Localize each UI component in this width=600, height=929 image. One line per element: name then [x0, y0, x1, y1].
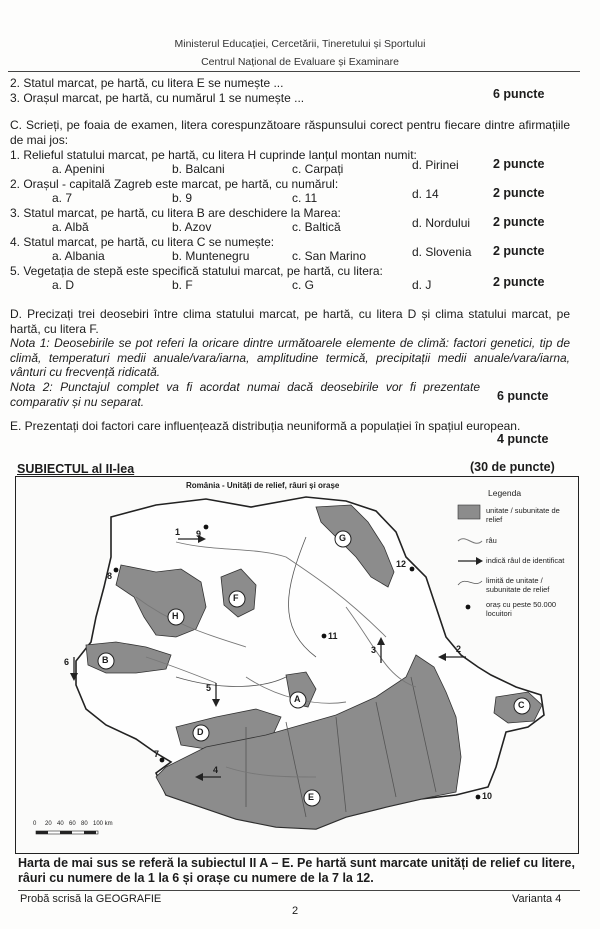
city-label-9: 9 — [196, 529, 202, 539]
c5-points: 2 puncte — [493, 275, 545, 289]
c-question-2: 2. Orașul - capitală Zagreb este marcat, pe hartă, cu numărul: — [10, 177, 339, 191]
river-label-4: 4 — [213, 765, 219, 775]
partD-points: 6 puncte — [497, 389, 549, 403]
top-points: 6 puncte — [493, 87, 545, 101]
scale-20: 20 — [45, 821, 52, 827]
relief-label-B: B — [102, 655, 109, 665]
legend-symbols — [458, 505, 483, 609]
c1-b: b. Balcani — [172, 162, 225, 176]
c1-d: d. Pirinei — [412, 158, 459, 172]
c2-a: a. 7 — [52, 191, 73, 205]
romania-relief-map — [16, 477, 578, 853]
river-label-6: 6 — [64, 657, 70, 667]
legend-title: Legenda — [488, 488, 522, 498]
river-label-5: 5 — [206, 683, 212, 693]
river-label-3: 3 — [371, 645, 377, 655]
footer-right: Varianta 4 — [512, 893, 562, 905]
c5-c: c. G — [292, 278, 315, 292]
partD-nota1: Nota 1: Deosebirile se pot referi la oricare dintre următoarele elemente de climă: factori genetici, tip de climă, temperaturi medii anuale/vara/iarna, amplitudine termică, precipitații medii anuale/vara/iarna, vânturi cu frecvență ridicată. — [10, 336, 570, 379]
relief-label-C: C — [518, 700, 525, 710]
c2-c: c. 11 — [292, 191, 318, 205]
item-2: 2. Statul marcat, pe hartă, cu litera E se numește ... — [10, 76, 284, 90]
footer-left: Probă scrisă la GEOGRAFIE — [20, 893, 162, 905]
partE-points: 4 puncte — [497, 432, 549, 446]
c5-a: a. D — [52, 278, 75, 292]
c5-d: d. J — [412, 278, 432, 292]
city-label-10: 10 — [482, 791, 493, 801]
relief-label-E: E — [308, 792, 315, 802]
relief-label-D: D — [197, 727, 204, 737]
item-3: 3. Orașul marcat, pe hartă, cu numărul 1 se numește ... — [10, 91, 305, 105]
legend-city: oraș cu peste 50.000 locuitori — [486, 600, 557, 618]
map-caption: Harta de mai sus se referă la subiectul II A – E. Pe hartă sunt marcate unități de relief cu litere, râuri cu numere de la 1 la 6 și orașe cu numere de la 7 la 12. — [18, 856, 575, 885]
scale-80: 80 — [81, 821, 88, 827]
c-question-3: 3. Statul marcat, pe hartă, cu litera B are deschidere la Marea: — [10, 206, 341, 220]
city-label-7: 7 — [154, 749, 160, 759]
subject2-points: (30 de puncte) — [470, 460, 555, 474]
c3-b: b. Azov — [172, 220, 212, 234]
partD-text: D. Precizați trei deosebiri între clima statului marcat, pe hartă, cu litera D și clima statului marcat, pe hartă, cu litera F. — [10, 307, 570, 336]
c-question-1: 1. Relieful statului marcat, pe hartă, cu litera H cuprinde lanțul montan numit: — [10, 148, 417, 162]
legend-boundary: limită de unitate / subunitate de relief — [486, 576, 550, 594]
c1-c: c. Carpați — [292, 162, 344, 176]
relief-label-F: F — [233, 593, 239, 603]
relief-label-A: A — [294, 694, 301, 704]
relief-label-H: H — [172, 611, 179, 621]
map-frame — [15, 476, 579, 854]
c4-c: c. San Marino — [292, 249, 367, 263]
river-label-1: 1 — [175, 527, 181, 537]
c4-a: a. Albania — [52, 249, 105, 263]
legend-relief: unitate / subunitate de relief — [486, 506, 560, 524]
city-label-11: 11 — [328, 631, 338, 641]
c4-points: 2 puncte — [493, 244, 545, 258]
c3-d: d. Nordului — [412, 216, 471, 230]
c3-points: 2 puncte — [493, 215, 545, 229]
c2-points: 2 puncte — [493, 186, 545, 200]
legend-river-arrow: indică râul de identificat — [486, 556, 565, 565]
scale-40: 40 — [57, 821, 64, 827]
relief-label-G: G — [339, 533, 347, 543]
page-number: 2 — [292, 905, 299, 917]
c1-a: a. Apenini — [52, 162, 105, 176]
scale-0: 0 — [33, 821, 37, 827]
c5-b: b. F — [172, 278, 193, 292]
subject2-title: SUBIECTUL al II-lea — [17, 462, 135, 476]
partC-intro: C. Scrieți, pe foaia de examen, litera corespunzătoare răspunsului corect pentru fiecare dintre afirmațiile de mai jos: — [10, 118, 570, 147]
scale-bar — [36, 831, 98, 834]
center-header: Centrul Național de Evaluare și Examinare — [201, 56, 399, 68]
c2-d: d. 14 — [412, 187, 439, 201]
c4-b: b. Muntenegru — [172, 249, 250, 263]
city-label-8: 8 — [107, 571, 113, 581]
partD-nota2: Nota 2: Punctajul complet va fi acordat numai dacă deosebirile vor fi prezentate comparativ și nu separat. — [10, 380, 480, 409]
footer-rule — [18, 890, 580, 891]
scale-100km: 100 km — [93, 821, 113, 827]
c3-c: c. Baltică — [292, 220, 341, 234]
c4-d: d. Slovenia — [412, 245, 472, 259]
scale-60: 60 — [69, 821, 76, 827]
partE-text: E. Prezentați doi factori care influențează distribuția neuniformă a populației în spațiul european. — [10, 419, 521, 433]
city-label-12: 12 — [396, 559, 407, 569]
c-question-4: 4. Statul marcat, pe hartă, cu litera C se numește: — [10, 235, 275, 249]
c2-b: b. 9 — [172, 191, 193, 205]
map-title: România - Unități de relief, râuri și orașe — [186, 481, 340, 490]
legend-river: râu — [486, 536, 497, 545]
header-rule — [8, 71, 580, 72]
c3-a: a. Albă — [52, 220, 89, 234]
ministry-header: Ministerul Educației, Cercetării, Tineretului și Sportului — [174, 38, 426, 50]
c1-points: 2 puncte — [493, 157, 545, 171]
river-label-2: 2 — [456, 644, 462, 654]
c-question-5: 5. Vegetația de stepă este specifică statului marcat, pe hartă, cu litera: — [10, 264, 383, 278]
